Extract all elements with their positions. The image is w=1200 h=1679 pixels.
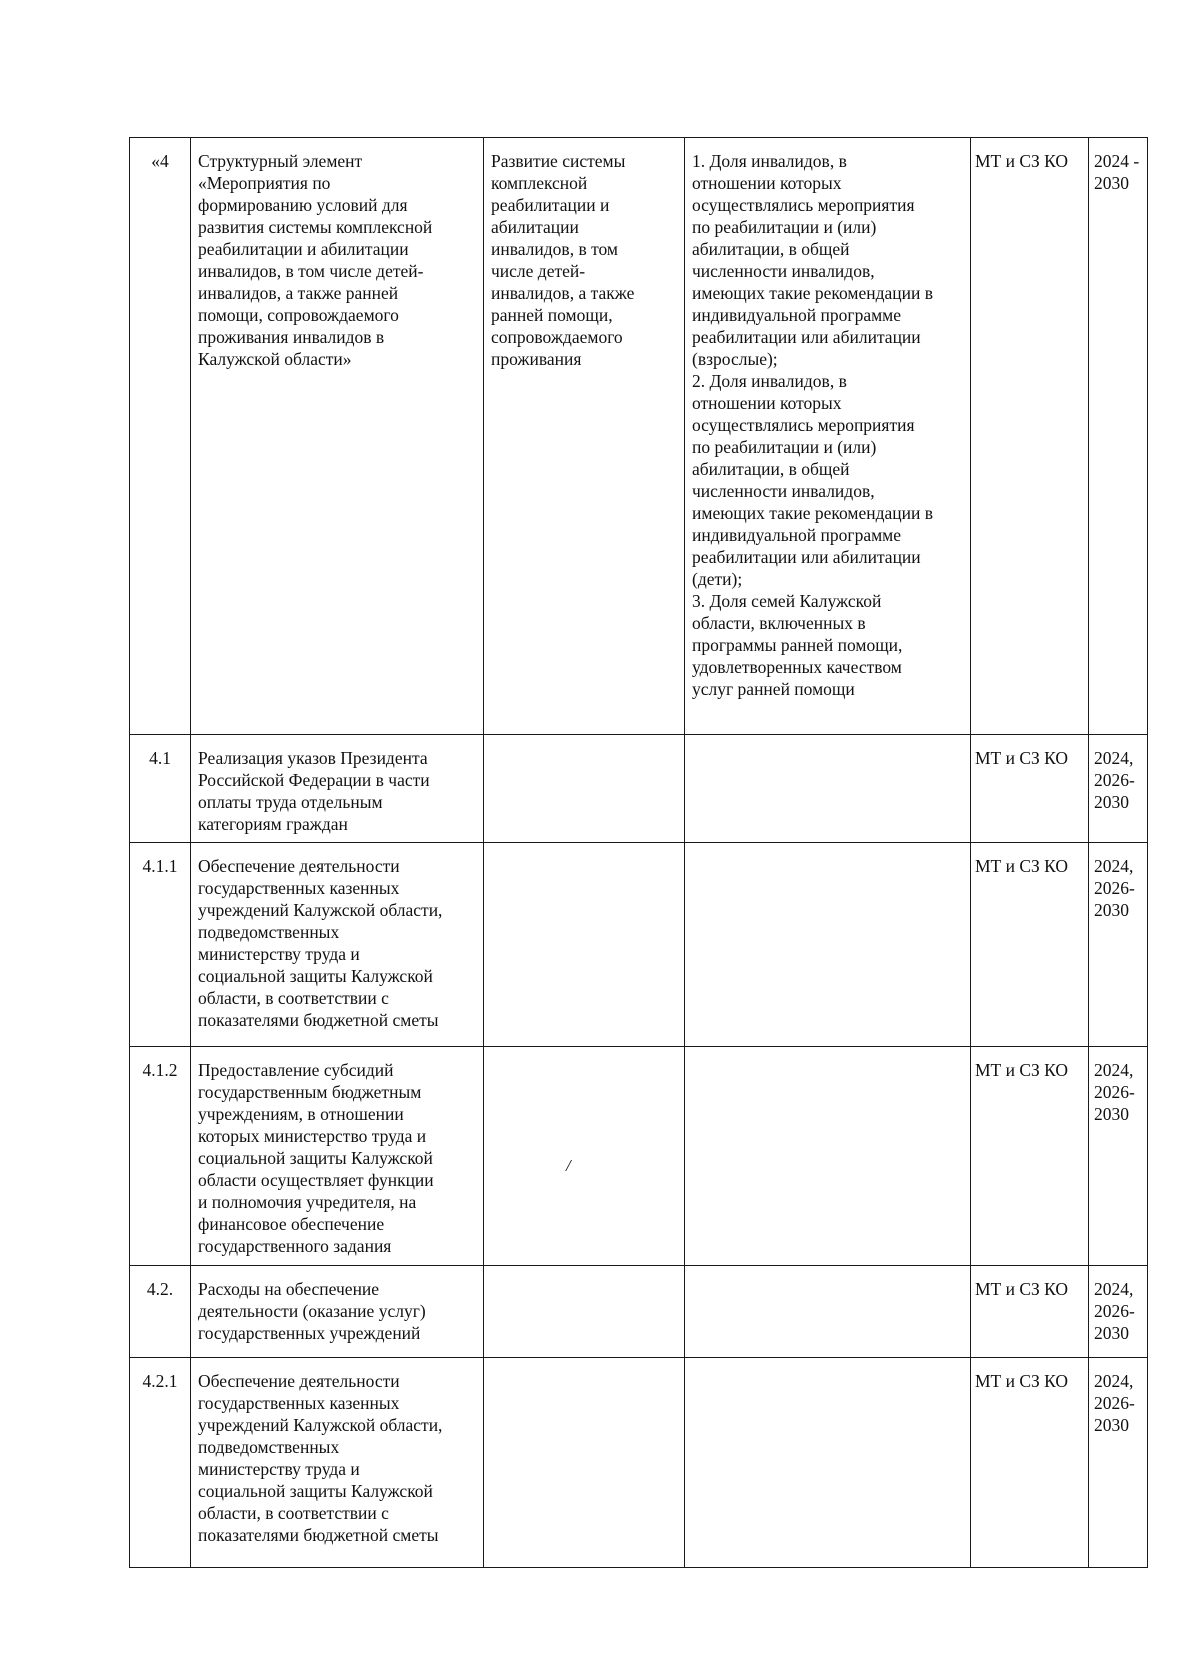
task-line: сопровождаемого [491,327,623,347]
task-line: инвалидов, в том [491,239,618,259]
indicators-line: отношении которых [692,393,842,413]
event-name-cell [191,1266,484,1358]
event-name-line: учреждениям, в отношении [198,1104,404,1124]
indicators-line: численности инвалидов, [692,481,875,501]
task-line: проживания [491,349,582,369]
event-name-line: Предоставление субсидий [198,1060,394,1080]
stray-slash-mark: / [566,1156,571,1175]
event-name-line: инвалидов, в том числе детей- [198,261,424,281]
responsible-cell: МТ и СЗ КО [971,843,1089,1047]
event-name-cell [191,843,484,1047]
row-number-cell: 4.1.2 [130,1047,191,1266]
event-name-line: показателями бюджетной сметы [198,1010,439,1030]
event-name-line: социальной защиты Калужской [198,966,433,986]
task-cell [484,735,685,843]
period-cell [1089,843,1148,1047]
event-name-line: показателями бюджетной сметы [198,1525,439,1545]
event-name-line: министерству труда и [198,944,360,964]
indicators-line: численности инвалидов, [692,261,875,281]
table-row [130,138,1148,735]
period-cell [1089,1266,1148,1358]
period-cell [1089,1358,1148,1568]
indicators-line: области, включенных в [692,613,866,633]
indicators-line: 1. Доля инвалидов, в [692,151,847,171]
task-cell [484,843,685,1047]
event-name-line: Обеспечение деятельности [198,856,400,876]
event-name-line: категориям граждан [198,814,348,834]
period-line: 2026- [1094,1393,1135,1413]
period-cell [1089,735,1148,843]
indicators-line: 3. Доля семей Калужской [692,591,882,611]
event-name-cell [191,138,484,735]
period-line: 2026- [1094,1301,1135,1321]
responsible-cell: МТ и СЗ КО [971,138,1089,735]
indicators-line: осуществлялись мероприятия [692,195,915,215]
event-name-line: «Мероприятия по [198,173,331,193]
indicators-cell [685,843,971,1047]
indicators-line: реабилитации или абилитации [692,547,921,567]
task-line: ранней помощи, [491,305,613,325]
event-name-cell [191,1047,484,1266]
event-name-line: области осуществляет функции [198,1170,434,1190]
event-name-line: государственных казенных [198,1393,400,1413]
task-line: инвалидов, а также [491,283,635,303]
indicators-line: (дети); [692,569,743,589]
indicators-line: удовлетворенных качеством [692,657,902,677]
indicators-line: индивидуальной программе [692,525,902,545]
indicators-line: реабилитации или абилитации [692,327,921,347]
task-cell [484,1047,685,1266]
event-name-line: министерству труда и [198,1459,360,1479]
row-number-cell: 4.2. [130,1266,191,1358]
table-row [130,1047,1148,1266]
period-cell [1089,1047,1148,1266]
event-name-line: учреждений Калужской области, [198,1415,443,1435]
responsible-cell: МТ и СЗ КО [971,1047,1089,1266]
period-line: 2030 [1094,792,1129,812]
event-name-line: подведомственных [198,922,340,942]
event-name-line: оплаты труда отдельным [198,792,383,812]
event-name-line: проживания инвалидов в [198,327,385,347]
event-name-cell [191,1358,484,1568]
event-name-line: подведомственных [198,1437,340,1457]
indicators-cell [685,1266,971,1358]
indicators-line: по реабилитации и (или) [692,437,877,457]
event-name-line: области, в соответствии с [198,988,389,1008]
task-line: абилитации [491,217,579,237]
period-line: 2024, [1094,748,1134,768]
task-line: Развитие системы [491,151,626,171]
event-name-line: Обеспечение деятельности [198,1371,400,1391]
event-name-line: Структурный элемент [198,151,363,171]
indicators-line: отношении которых [692,173,842,193]
indicators-line: 2. Доля инвалидов, в [692,371,847,391]
event-name-line: Реализация указов Президента [198,748,428,768]
event-name-line: развития системы комплексной [198,217,433,237]
period-line: 2024, [1094,1279,1134,1299]
period-line: 2030 [1094,1323,1129,1343]
task-cell [484,1266,685,1358]
event-name-line: государственным бюджетным [198,1082,422,1102]
event-name-line: формированию условий для [198,195,408,215]
event-name-line: Расходы на обеспечение [198,1279,380,1299]
indicators-line: абилитации, в общей [692,459,850,479]
period-line: 2030 [1094,1415,1129,1435]
event-name-line: области, в соответствии с [198,1503,389,1523]
indicators-line: имеющих такие рекомендации в [692,283,934,303]
indicators-cell [685,1358,971,1568]
row-number-cell: 4.1.1 [130,843,191,1047]
indicators-cell [685,138,971,735]
period-line: 2030 [1094,1104,1129,1124]
table-row [130,843,1148,1047]
period-line: 2030 [1094,900,1129,920]
period-line: 2024, [1094,1371,1134,1391]
period-line: 2024, [1094,1060,1134,1080]
responsible-cell: МТ и СЗ КО [971,735,1089,843]
task-line: реабилитации и [491,195,610,215]
indicators-line: осуществлялись мероприятия [692,415,915,435]
task-line: числе детей- [491,261,586,281]
indicators-line: индивидуальной программе [692,305,902,325]
row-number-cell: «4 [130,138,191,735]
indicators-line: программы ранней помощи, [692,635,903,655]
indicators-cell [685,735,971,843]
row-number-cell: 4.2.1 [130,1358,191,1568]
table-row [130,1266,1148,1358]
indicators-line: услуг ранней помощи [692,679,855,699]
table-row [130,735,1148,843]
table-row [130,1358,1148,1568]
task-cell [484,1358,685,1568]
event-name-line: социальной защиты Калужской [198,1481,433,1501]
event-name-line: реабилитации и абилитации [198,239,409,259]
event-name-line: инвалидов, а также ранней [198,283,399,303]
period-line: 2024 - [1094,151,1140,171]
event-name-line: государственных учреждений [198,1323,421,1343]
event-name-line: учреждений Калужской области, [198,900,443,920]
event-name-line: социальной защиты Калужской [198,1148,433,1168]
task-cell [484,138,685,735]
indicators-line: по реабилитации и (или) [692,217,877,237]
indicators-line: (взрослые); [692,349,778,369]
event-name-line: государственных казенных [198,878,400,898]
program-structure-table [129,137,1148,1568]
event-name-line: финансовое обеспечение [198,1214,385,1234]
event-name-line: помощи, сопровождаемого [198,305,399,325]
event-name-line: государственного задания [198,1236,392,1256]
period-line: 2026- [1094,1082,1135,1102]
period-line: 2026- [1094,878,1135,898]
event-name-line: Российской Федерации в части [198,770,430,790]
indicators-line: имеющих такие рекомендации в [692,503,934,523]
period-line: 2024, [1094,856,1134,876]
task-line: комплексной [491,173,588,193]
row-number-cell: 4.1 [130,735,191,843]
event-name-line: и полномочия учредителя, на [198,1192,417,1212]
period-line: 2030 [1094,173,1129,193]
indicators-cell [685,1047,971,1266]
event-name-line: деятельности (оказание услуг) [198,1301,426,1321]
event-name-cell [191,735,484,843]
event-name-line: Калужской области» [198,349,352,369]
event-name-line: которых министерство труда и [198,1126,427,1146]
period-cell [1089,138,1148,735]
responsible-cell: МТ и СЗ КО [971,1358,1089,1568]
indicators-line: абилитации, в общей [692,239,850,259]
period-line: 2026- [1094,770,1135,790]
responsible-cell: МТ и СЗ КО [971,1266,1089,1358]
